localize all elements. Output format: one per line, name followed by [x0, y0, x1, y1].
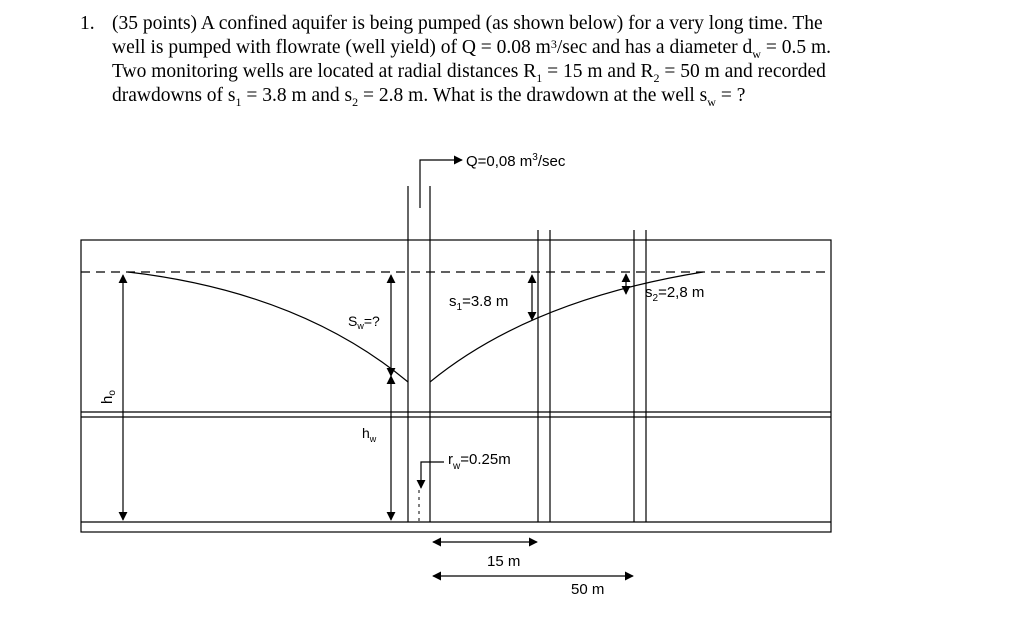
- distance-15m-label: 15 m: [487, 553, 521, 570]
- problem-text: = 0.5 m.: [760, 37, 832, 58]
- s1-label: $s_1=3.8$ m: [449, 293, 509, 313]
- rw-arrow: [421, 462, 444, 488]
- subscript: w: [707, 95, 716, 109]
- distance-50m-label: 50 m: [571, 581, 605, 598]
- problem-text: well is pumped with flowrate (well yield) of Q = 0.08 m: [112, 37, 551, 58]
- ho-label: $h_o$: [99, 390, 118, 404]
- subscript: 2: [352, 95, 359, 109]
- rw-label: $r_w=0.25m$: [448, 451, 511, 472]
- problem-line-1-text: (35 points) A confined aquifer is being pumped (as shown below) for a very long time. The: [112, 13, 823, 34]
- subscript: 1: [235, 95, 242, 109]
- problem-text: = 15 m and R: [542, 61, 654, 82]
- hw-label: $h_w$: [362, 425, 377, 444]
- subscript: w: [752, 47, 761, 61]
- s2-label: $s_2=2,8$ m: [645, 284, 705, 304]
- flow-label: Q=0,08 $m^3/\sec$: [466, 152, 566, 170]
- subscript: 2: [653, 71, 660, 85]
- flow-arrow: [420, 160, 462, 186]
- problem-text: = 2.8 m. What is the drawdown at the well s: [358, 85, 708, 106]
- subscript: 1: [536, 71, 543, 85]
- sw-label: $S_w=$?: [348, 313, 380, 331]
- problem-text: = 3.8 m and s: [241, 85, 353, 106]
- aquifer-outline: [81, 240, 831, 532]
- problem-text: = 50 m and recorded: [659, 61, 826, 82]
- problem-text: Two monitoring wells are located at radial distances R: [112, 61, 537, 82]
- problem-text: = ?: [715, 85, 746, 106]
- superscript: 3: [550, 37, 557, 51]
- problem-text: drawdowns of s: [112, 85, 236, 106]
- problem-number: 1.: [80, 13, 95, 34]
- problem-text: /sec and has a diameter d: [556, 37, 753, 58]
